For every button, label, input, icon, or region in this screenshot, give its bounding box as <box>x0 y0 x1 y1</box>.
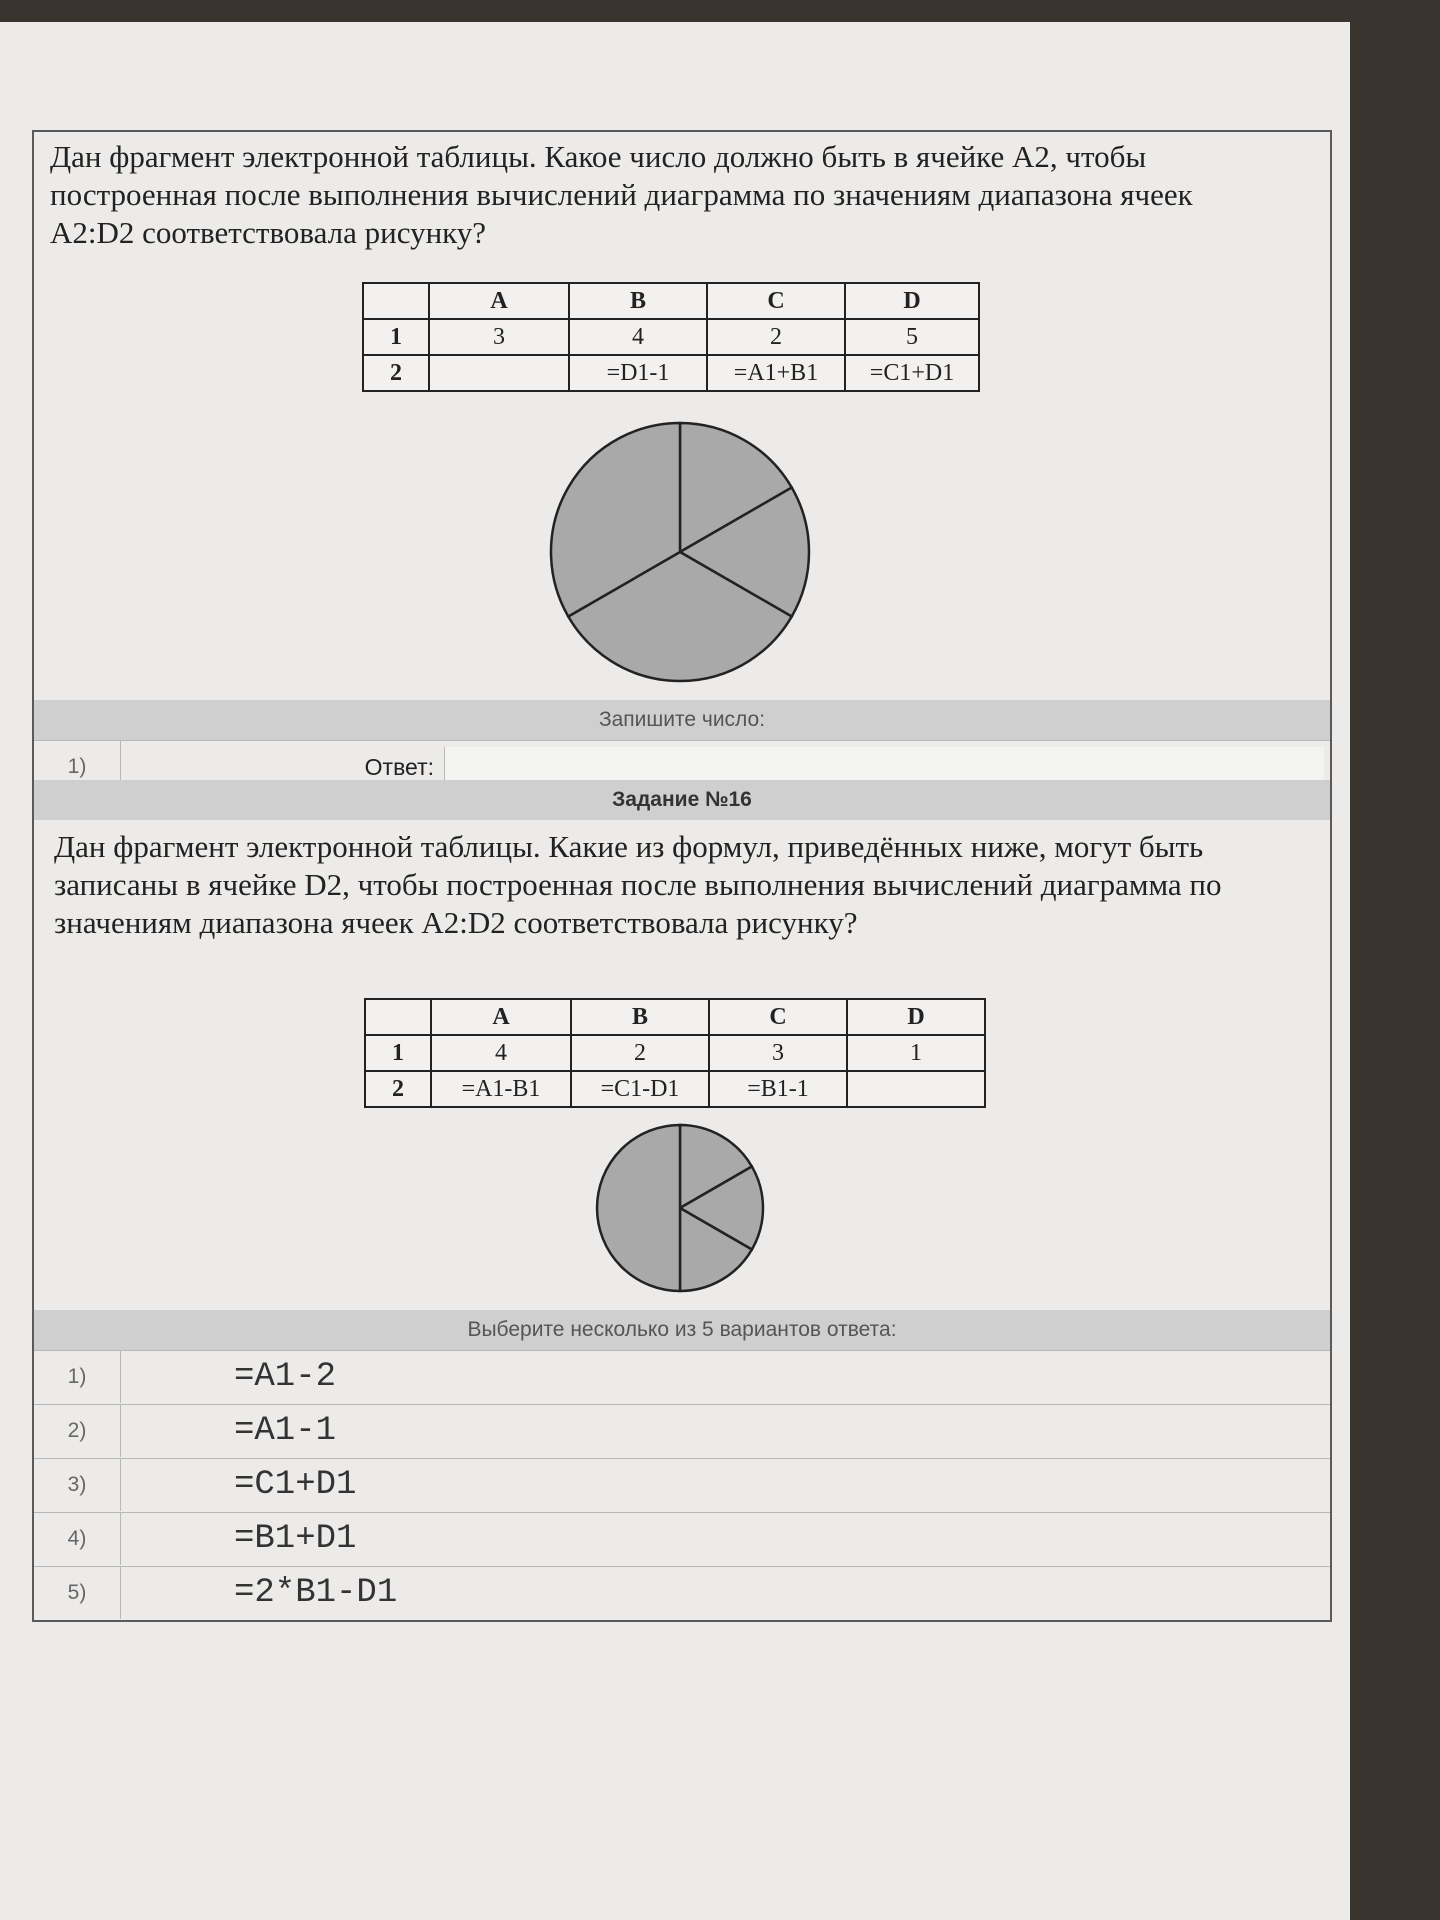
option-row-1[interactable] <box>34 1350 1330 1403</box>
cell-c1: 2 <box>707 319 845 355</box>
task16-pie-chart <box>594 1122 766 1294</box>
col-header-b: B <box>569 283 707 319</box>
cell-b1: 2 <box>571 1035 709 1071</box>
option-number: 5) <box>34 1567 121 1619</box>
cell-a1: 3 <box>429 319 569 355</box>
cell-a2 <box>429 355 569 391</box>
option-formula: =A1-2 <box>234 1358 337 1396</box>
option-row-2[interactable] <box>34 1404 1330 1457</box>
option-formula: =2*B1-D1 <box>234 1574 398 1612</box>
cell-c1: 3 <box>709 1035 847 1071</box>
option-row-3[interactable] <box>34 1458 1330 1511</box>
row-header-2: 2 <box>365 1071 431 1107</box>
option-formula: =A1-1 <box>234 1412 337 1450</box>
corner-cell <box>363 283 429 319</box>
row-header-1: 1 <box>365 1035 431 1071</box>
cell-a2: =A1-B1 <box>431 1071 571 1107</box>
col-header-a: A <box>429 283 569 319</box>
col-header-d: D <box>847 999 985 1035</box>
answer-number: 1) <box>34 741 121 793</box>
col-header-a: A <box>431 999 571 1035</box>
task15-prompt: Запишите число: <box>34 700 1330 740</box>
option-number: 1) <box>34 1351 121 1403</box>
task15-pie-chart <box>548 420 812 684</box>
cell-d1: 1 <box>847 1035 985 1071</box>
cell-c2: =A1+B1 <box>707 355 845 391</box>
cell-d2: =C1+D1 <box>845 355 979 391</box>
col-header-d: D <box>845 283 979 319</box>
cell-d1: 5 <box>845 319 979 355</box>
background-right <box>1350 0 1440 1920</box>
task15-question: Дан фрагмент электронной таблицы. Какое число должно быть в ячейке A2, чтобы построенная после выполнения вычислений диаграмма по значениям диапазона ячеек A2:D2 соответствовала рисунку? <box>50 139 1193 250</box>
task15-spreadsheet <box>362 282 980 392</box>
option-number: 4) <box>34 1513 121 1565</box>
col-header-c: C <box>709 999 847 1035</box>
cell-a1: 4 <box>431 1035 571 1071</box>
row-header-2: 2 <box>363 355 429 391</box>
task16-heading: Задание №16 <box>34 780 1330 820</box>
task16-question: Дан фрагмент электронной таблицы. Какие из формул, приведённых ниже, могут быть записаны в ячейке D2, чтобы построенная после выполнения вычислений диаграмма по значениям диапазона ячеек A2:D2 соответствовала рисунку? <box>54 829 1222 940</box>
option-formula: =B1+D1 <box>234 1520 357 1558</box>
background-top <box>0 0 1440 22</box>
cell-b1: 4 <box>569 319 707 355</box>
cell-b2: =C1-D1 <box>571 1071 709 1107</box>
answer-label: Ответ: <box>364 754 434 780</box>
option-number: 2) <box>34 1405 121 1457</box>
pie-slice-4 <box>597 1125 680 1291</box>
cell-d2 <box>847 1071 985 1107</box>
option-formula: =C1+D1 <box>234 1466 357 1504</box>
cell-c2: =B1-1 <box>709 1071 847 1107</box>
option-row-4[interactable] <box>34 1512 1330 1565</box>
row-header-1: 1 <box>363 319 429 355</box>
task16-prompt: Выберите несколько из 5 вариантов ответа: <box>34 1310 1330 1350</box>
corner-cell <box>365 999 431 1035</box>
option-row-5[interactable] <box>34 1566 1330 1619</box>
option-number: 3) <box>34 1459 121 1511</box>
cell-b2: =D1-1 <box>569 355 707 391</box>
col-header-b: B <box>571 999 709 1035</box>
task16-spreadsheet <box>364 998 986 1108</box>
col-header-c: C <box>707 283 845 319</box>
